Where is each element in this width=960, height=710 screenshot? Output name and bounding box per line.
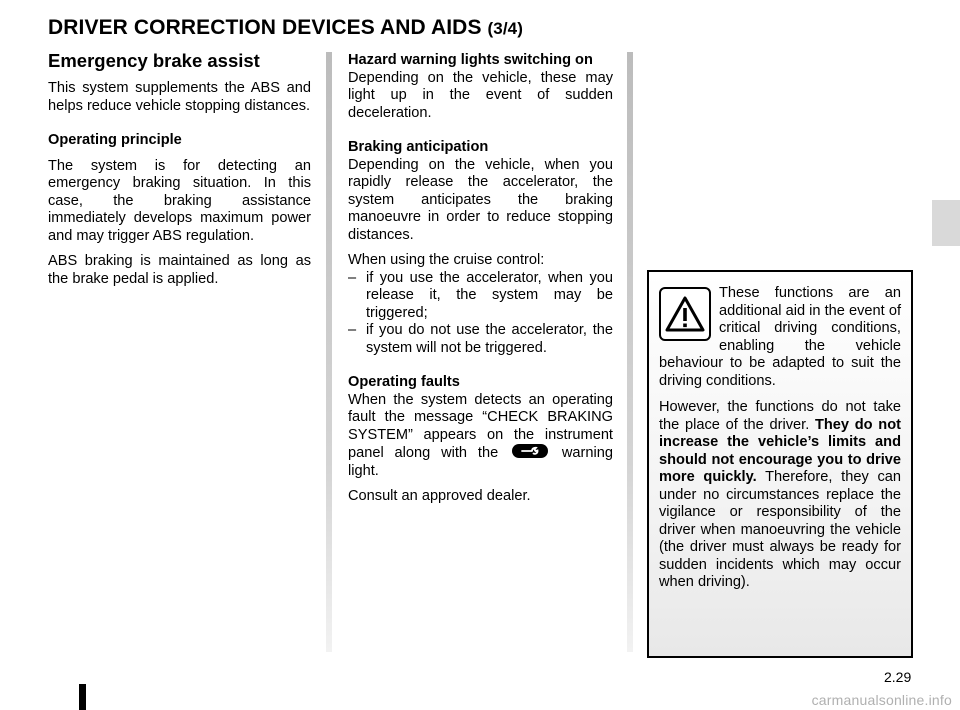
list-item: – if you use the accelerator, when you release it, the system may be triggered; [348, 270, 613, 323]
page-title [48, 16, 523, 40]
warning-triangle-icon [659, 287, 711, 341]
section-heading-emergency-brake-assist: Emergency brake assist [48, 50, 260, 71]
braking-anticipation-paragraph: Depending on the vehicle, when you rapidly release the accelerator, the system anticipates the braking manoeuvre in order to reduce stopping distances. [348, 156, 613, 243]
operating-principle-paragraph: The system is for detecting an emergency braking situation. In this case, the braking assistance immediately develops maximum power and may trigger ABS regulation. [48, 157, 311, 244]
page-title-text: DRIVER CORRECTION DEVICES AND AIDS [48, 16, 482, 39]
abs-paragraph: ABS braking is maintained as long as the brake pedal is applied. [48, 253, 311, 287]
faults-text-before: When the system detects an operating fault the message “CHECK BRAKING SYSTEM” appears on the instrument panel along with the [348, 391, 613, 461]
page-number: 2.29 [884, 669, 912, 685]
section-side-tab [932, 200, 960, 246]
operating-faults-paragraph [348, 392, 613, 481]
middle-column [348, 52, 613, 506]
warning-paragraph-2 [659, 399, 901, 592]
operating-principle-heading: Operating principle [48, 132, 182, 148]
braking-anticipation-heading: Braking anticipation [348, 139, 489, 155]
cruise-control-intro: When using the cruise control: [348, 252, 545, 268]
list-item: – if you do not use the accelerator, the system will not be triggered. [348, 322, 613, 357]
dealer-paragraph: Consult an approved dealer. [348, 488, 531, 504]
warning-paragraph-1: These functions are an additional aid in the event of critical driving conditions, enabling the vehicle behaviour to be adapted to suit the driving conditions. [659, 285, 901, 389]
page-title-part: (3/4) [487, 19, 523, 38]
hazard-lights-heading: Hazard warning lights switching on [348, 52, 593, 68]
column-divider-right [627, 52, 633, 652]
watermark: carmanualsonline.info [811, 692, 952, 708]
intro-paragraph: This system supplements the ABS and helps reduce vehicle stopping distances. [48, 80, 311, 114]
column-divider-left [326, 52, 332, 652]
left-column [48, 50, 311, 288]
warning-text-before: However, the functions do not take the place of the driver. [659, 399, 901, 433]
wrench-warning-light-icon [512, 444, 548, 458]
warning-box [647, 270, 913, 658]
print-corner-mark [79, 684, 86, 710]
hazard-lights-paragraph: Depending on the vehicle, these may light up in the event of sudden deceleration. [348, 69, 613, 121]
operating-faults-heading: Operating faults [348, 374, 460, 390]
faults-text-after: warning light. [348, 445, 613, 479]
cruise-control-list [348, 270, 613, 358]
warning-text-after: Therefore, they can under no circumstances replace the vigilance or responsibility of the driver when manoeuvring the vehicle (the driver must always be ready for sudden incidents which may occur when driving). [659, 469, 901, 590]
warning-text-bold: They do not increase the vehicle’s limits and should not encourage you to drive more quickly. [659, 416, 901, 485]
